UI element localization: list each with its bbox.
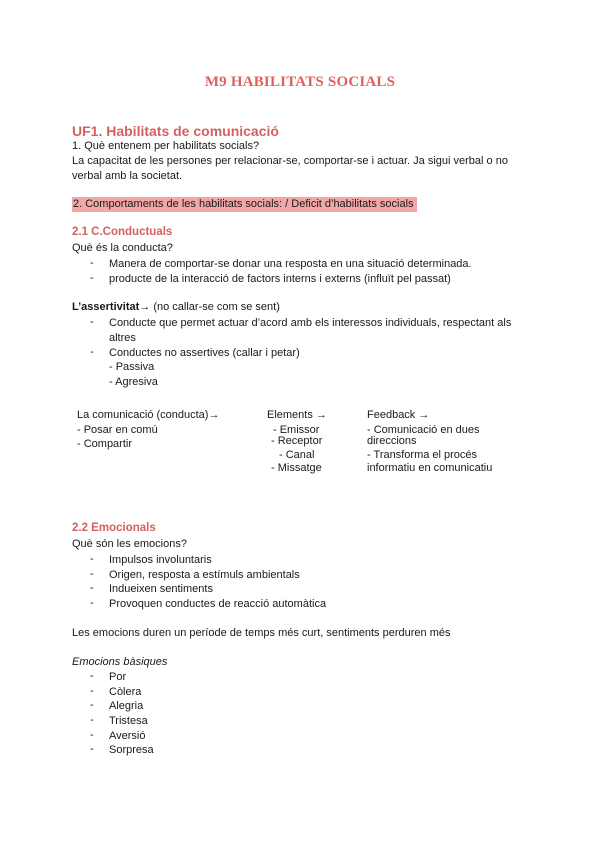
document-title: M9 HABILITATS SOCIALS — [204, 74, 396, 90]
highlighted-text: 2. Comportaments de les habilitats socials: / Deficit d’habilitats socials — [72, 197, 417, 212]
answer-1-line-2: verbal amb la societat. — [72, 170, 183, 182]
element-item: - Receptor — [271, 435, 323, 447]
assertivity-line — [72, 300, 280, 315]
bullet-dash: - — [90, 743, 94, 755]
feedback-item: direccions — [367, 435, 417, 447]
list-item: Manera de comportar-se donar una resposta en una situació determinada. — [109, 258, 472, 270]
bullet-dash: - — [90, 316, 94, 328]
list-item-continuation: altres — [109, 332, 136, 344]
emotion-item: Sorpresa — [109, 744, 154, 756]
bullet-dash: - — [90, 714, 94, 726]
emotion-item: Còlera — [109, 686, 142, 698]
feedback-header: Feedback → — [367, 409, 430, 421]
bullet-dash: - — [90, 582, 94, 594]
element-item: - Missatge — [271, 462, 322, 474]
section-2-highlight — [72, 197, 417, 212]
list-item: Origen, resposta a estímuls ambientals — [109, 569, 300, 581]
section-2-1-heading: 2.1 C.Conductuals — [72, 226, 173, 238]
bullet-dash: - — [90, 670, 94, 682]
sub-list-item: - Passiva — [109, 361, 155, 373]
section-2-2-heading: 2.2 Emocionals — [72, 522, 156, 534]
bullet-dash: - — [90, 685, 94, 697]
bullet-dash: - — [90, 346, 94, 358]
assertivity-label: L’assertivitat — [72, 301, 140, 313]
list-item: Conductes no assertives (callar i petar) — [109, 347, 300, 359]
communication-header: La comunicació (conducta)→ — [77, 409, 220, 421]
feedback-item: - Transforma el procés — [367, 449, 478, 461]
conduct-question: Què és la conducta? — [72, 242, 173, 254]
bullet-dash: - — [90, 257, 94, 269]
sub-list-item: - Agresiva — [109, 376, 158, 388]
bullet-dash: - — [90, 568, 94, 580]
uf1-heading: UF1. Habilitats de comunicació — [72, 123, 279, 139]
element-item: - Canal — [279, 449, 315, 461]
emotions-question: Què són les emocions? — [72, 538, 187, 550]
emotion-item: Aversió — [109, 730, 146, 742]
bullet-dash: - — [90, 272, 94, 284]
communication-item: - Compartir — [77, 438, 133, 450]
emotion-item: Alegria — [109, 700, 144, 712]
feedback-item: - Comunicació en dues — [367, 424, 480, 436]
bullet-dash: - — [90, 699, 94, 711]
answer-1-line-1: La capacitat de les persones per relacionar-se, comportar-se i actuar. Ja sigui verbal o no — [72, 155, 508, 167]
question-1: 1. Què entenem per habilitats socials? — [72, 140, 260, 152]
emotions-note: Les emocions duren un període de temps més curt, sentiments perduren més — [72, 627, 451, 639]
bullet-dash: - — [90, 729, 94, 741]
element-item: - Emissor — [273, 424, 320, 436]
communication-item: - Posar en comú — [77, 424, 158, 436]
list-item: producte de la interacció de factors interns i externs (influït pel passat) — [109, 273, 451, 285]
bullet-dash: - — [90, 597, 94, 609]
elements-header: Elements → — [267, 409, 327, 421]
list-item: Indueixen sentiments — [109, 583, 213, 595]
basic-emotions-heading: Emocions bàsiques — [72, 656, 168, 668]
assertivity-definition: → (no callar-se com se sent) — [139, 301, 280, 313]
emotion-item: Por — [109, 671, 127, 683]
list-item: Impulsos involuntaris — [109, 554, 212, 566]
list-item: Conducte que permet actuar d’acord amb els interessos individuals, respectant als — [109, 317, 512, 329]
emotion-item: Tristesa — [109, 715, 148, 727]
bullet-dash: - — [90, 553, 94, 565]
list-item: Provoquen conductes de reacció automàtica — [109, 598, 327, 610]
feedback-item: informatiu en comunicatiu — [367, 462, 493, 474]
